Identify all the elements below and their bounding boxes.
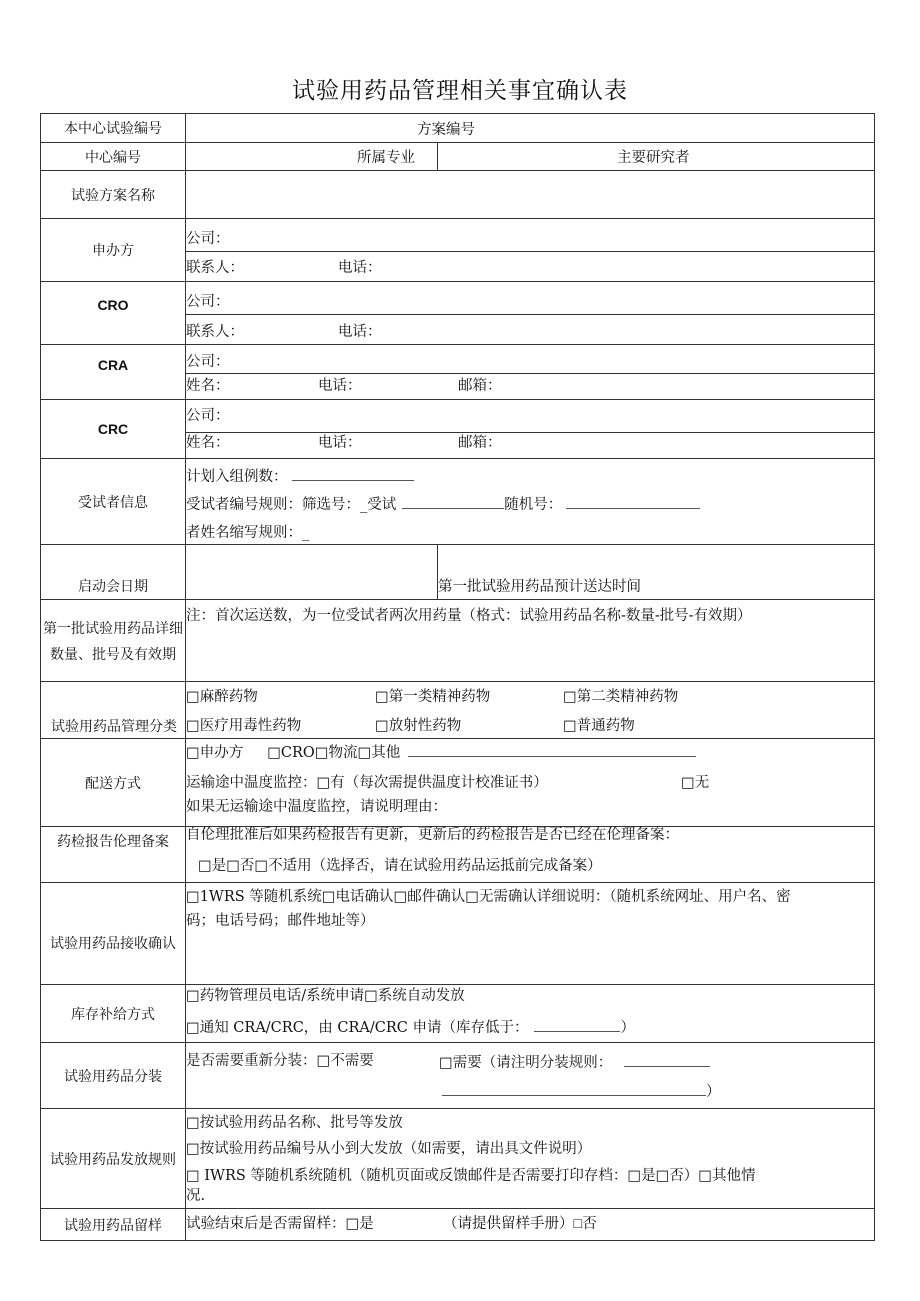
label-trial-number: 本中心试验编号: [64, 120, 162, 136]
label-delivery: 配送方式: [85, 774, 141, 791]
first-batch-note: 注：首次运送数，为一位受试者两次用药量（格式：试验用药品名称-数量-批号-有效期）: [186, 608, 752, 624]
pi-label: 主要研究者: [617, 150, 690, 166]
restock-close-paren: ）: [620, 1020, 635, 1036]
label-sponsor: 申办方: [92, 242, 134, 258]
label-category: 试验用药品管理分类: [51, 717, 177, 734]
delivery-options[interactable]: [186, 742, 696, 762]
divider: [40, 681, 875, 682]
dispense-other-cont: 况.: [186, 1188, 206, 1204]
subject-enrollment[interactable]: [186, 466, 414, 486]
checkbox-radioactive[interactable]: □放射性药物: [375, 718, 462, 734]
cra-email[interactable]: 邮箱：: [458, 378, 502, 394]
divider: [185, 251, 875, 252]
specialty-label: 所属专业: [357, 150, 415, 166]
sponsor-company[interactable]: 公司：: [186, 231, 230, 247]
label-retain: 试验用药品留样: [64, 1216, 162, 1233]
repack-rule-blank[interactable]: [624, 1052, 710, 1067]
label-kickoff-date: 启动会日期: [78, 577, 148, 594]
page-title: 试验用药品管理相关事宜确认表: [292, 78, 628, 104]
receipt-options[interactable]: □1WRS 等随机系统□电话确认□邮件确认□无需确认详细说明：（随机系统网址、用户名、密: [186, 889, 791, 905]
label-repack: 试验用药品分装: [64, 1067, 162, 1084]
repack-rule-blank-2[interactable]: [442, 1081, 706, 1096]
restock-option-1[interactable]: □药物管理员电话/系统申请□系统自动发放: [186, 988, 465, 1004]
ethics-options[interactable]: □是□否□不适用（选择否，请在试验用药品运抵前完成备案）: [198, 858, 602, 874]
sponsor-contact[interactable]: 联系人：: [186, 260, 244, 276]
divider: [185, 432, 875, 433]
divider: [874, 113, 875, 1241]
other-blank[interactable]: [408, 742, 696, 757]
label-cra: CRA: [97, 357, 129, 373]
repack-rule-line2[interactable]: [442, 1081, 721, 1101]
checkbox-sponsor[interactable]: □申办方: [186, 745, 244, 761]
cra-phone[interactable]: 电话：: [318, 378, 362, 394]
random-number-blank[interactable]: [566, 494, 700, 509]
label-restock: 库存补给方式: [71, 1005, 155, 1022]
divider: [185, 113, 186, 1241]
label-center-number: 中心编号: [85, 148, 141, 165]
label-receipt: [41, 883, 185, 984]
subject-initials-rule[interactable]: 者姓名缩写规则：_: [186, 525, 310, 541]
checkbox-normal[interactable]: □普通药物: [563, 718, 635, 734]
cro-contact[interactable]: 联系人：: [186, 324, 244, 340]
dispense-by-number[interactable]: □按试验用药品编号从小到大发放（如需要，请出具文件说明）: [186, 1141, 592, 1157]
enrollment-blank[interactable]: [292, 466, 414, 481]
crc-phone[interactable]: 电话：: [318, 435, 362, 451]
checkbox-toxic[interactable]: □医疗用毒性药物: [186, 718, 302, 734]
divider: [40, 544, 875, 545]
repack-close-paren: ）: [706, 1084, 721, 1100]
stock-threshold-blank[interactable]: [534, 1017, 620, 1032]
crc-name[interactable]: 姓名：: [186, 435, 230, 451]
receipt-details: 码；电话号码；邮件地址等）: [186, 913, 375, 929]
retain-manual-no[interactable]: （请提供留样手册）□否: [443, 1216, 597, 1232]
dispense-iwrs[interactable]: □ IWRS 等随机系统随机（随机页面或反馈邮件是否需要打印存档：□是□否）□其他情: [186, 1168, 756, 1184]
cro-company[interactable]: 公司：: [186, 294, 230, 310]
repack-needed-label[interactable]: □需要（请注明分装规则：: [439, 1055, 613, 1071]
label-first-batch: 第一批试验用药品详细数量、批号及有效期: [43, 619, 183, 662]
divider: [437, 142, 438, 170]
label-ethics: 药检报告伦理备案: [57, 833, 169, 849]
checkbox-anesthetic[interactable]: □麻醉药物: [186, 689, 258, 705]
restock-option-2[interactable]: [186, 1017, 635, 1037]
label-crc: CRC: [97, 421, 129, 437]
divider: [185, 373, 875, 374]
sponsor-phone[interactable]: 电话：: [338, 260, 382, 276]
label-subject-info: 受试者信息: [78, 493, 148, 510]
enrollment-label: 计划入组例数：: [186, 469, 288, 485]
checkbox-psych-class2[interactable]: □第二类精神药物: [563, 689, 679, 705]
crc-company[interactable]: 公司：: [186, 408, 230, 424]
label-receipt-text: 试验用药品接收确认: [50, 935, 176, 951]
divider: [40, 1240, 875, 1241]
checkbox-cro-logistics-other[interactable]: □CRO□物流□其他: [267, 745, 401, 761]
cra-company[interactable]: 公司：: [186, 354, 230, 370]
cro-phone[interactable]: 电话：: [338, 324, 382, 340]
temp-monitor-yes[interactable]: 运输途中温度监控：□有（每次需提供温度计校准证书）: [186, 775, 548, 791]
label-protocol-name: 试验方案名称: [71, 186, 155, 203]
label-dispense: 试验用药品发放规则: [50, 1150, 176, 1167]
ethics-question: 自伦理批准后如果药检报告有更新，更新后的药检报告是否已经在伦理备案：: [186, 827, 679, 843]
repack-question[interactable]: 是否需要重新分装：□不需要: [186, 1053, 374, 1069]
dispense-by-name[interactable]: □按试验用药品名称、批号等发放: [186, 1115, 403, 1131]
first-delivery-time-label: 第一批试验用药品预计送达时间: [438, 579, 641, 595]
restock-notify-label: □通知 CRA/CRC，由 CRA/CRC 申请（库存低于：: [186, 1020, 529, 1036]
label-cro: CRO: [97, 297, 129, 313]
temp-monitor-reason[interactable]: 如果无运输途中温度监控，请说明理由：: [186, 799, 447, 815]
retain-yes[interactable]: 试验结束后是否需留样：□是: [186, 1216, 374, 1232]
repack-needed[interactable]: [439, 1052, 710, 1072]
numbering-label: 受试者编号规则：筛选号：_受试: [186, 497, 397, 513]
divider: [185, 314, 875, 315]
crc-email[interactable]: 邮箱：: [458, 435, 502, 451]
random-number-label: 随机号：: [504, 497, 563, 513]
checkbox-psych-class1[interactable]: □第一类精神药物: [375, 689, 491, 705]
screening-blank[interactable]: [402, 494, 504, 509]
temp-monitor-no[interactable]: □无: [681, 775, 710, 791]
subject-numbering[interactable]: [186, 494, 700, 514]
cra-name[interactable]: 姓名：: [186, 378, 230, 394]
protocol-number-label: 方案编号: [417, 122, 475, 138]
